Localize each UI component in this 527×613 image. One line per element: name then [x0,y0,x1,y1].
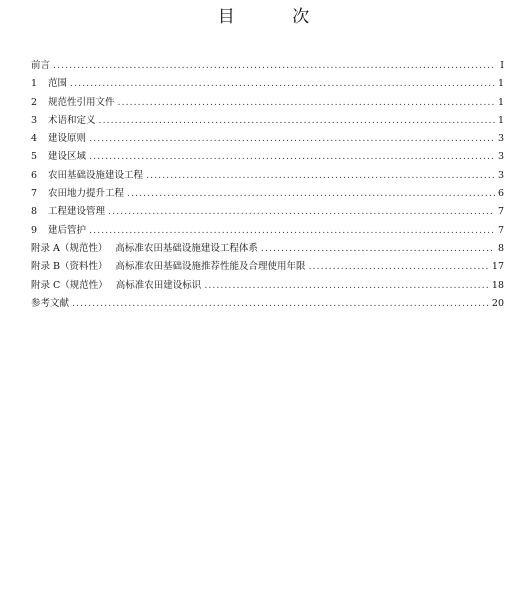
toc-appendix-label: 附录 B（资料性） [31,261,108,273]
toc-entry-page: 3 [497,151,504,163]
toc-entry-label: 农田地力提升工程 [48,188,125,200]
toc-appendix-label: 附录 C（规范性） [31,279,108,291]
toc-entry-page: 1 [497,96,504,108]
toc-entry-label: 农田基础设施建设工程 [48,169,144,181]
toc-entry-number: 2 [31,96,38,108]
toc-entry-3[interactable] [31,112,504,130]
toc-entry-page: 1 [497,114,504,126]
toc-entry-label: 建后管护 [48,224,87,236]
toc-leader-dots [146,167,495,185]
toc-entry-8[interactable] [31,203,504,221]
toc-title: 目 次 [217,7,336,27]
toc-list [31,57,504,313]
toc-entry-page: 8 [497,242,504,254]
toc-entry-1[interactable] [31,75,504,93]
toc-entry-label: 规范性引用文件 [48,96,115,108]
toc-entry-page: I [500,60,504,71]
toc-leader-dots [309,258,489,276]
toc-entry-number: 7 [31,188,38,200]
toc-entry-number: 6 [31,169,38,181]
toc-entry-label: 范围 [48,78,68,90]
toc-entry-page: 17 [491,261,504,273]
toc-leader-dots [70,75,495,93]
toc-entry-9[interactable] [31,222,504,240]
toc-entry-label: 工程建设管理 [48,206,106,218]
toc-entry-number: 4 [31,133,38,145]
toc-entry-number: 8 [31,206,38,218]
toc-appendix-title: 高标准农田基础设施建设工程体系 [115,242,258,254]
toc-entry-references[interactable] [31,295,504,313]
toc-entry-number: 9 [31,224,38,236]
toc-entry-appendix-c[interactable] [31,277,504,295]
toc-leader-dots [53,57,495,75]
toc-entry-5[interactable] [31,148,504,166]
toc-entry-page: 7 [497,206,504,218]
toc-leader-dots [89,148,495,166]
toc-entry-label: 前言 [31,60,51,71]
toc-entry-number: 5 [31,151,38,163]
toc-entry-foreword[interactable] [31,57,504,75]
toc-entry-2[interactable] [31,94,504,112]
toc-entry-appendix-a[interactable] [31,240,504,258]
toc-entry-page: 7 [497,224,504,236]
toc-entry-label: 建设区域 [48,151,87,163]
toc-entry-number: 3 [31,114,38,126]
toc-leader-dots [108,203,495,221]
toc-entry-label: 建设原则 [48,133,87,145]
toc-entry-page: 6 [497,188,504,200]
toc-leader-dots [99,112,495,130]
toc-entry-page: 20 [491,297,504,309]
toc-leader-dots [261,240,495,258]
toc-appendix-title: 高标准农田基础设施推荐性能及合理使用年限 [115,261,306,273]
toc-entry-number: 1 [31,78,38,90]
toc-entry-page: 18 [491,279,504,291]
toc-entry-7[interactable] [31,185,504,203]
toc-leader-dots [127,185,495,203]
toc-leader-dots [89,130,495,148]
toc-entry-label: 术语和定义 [48,114,96,126]
toc-entry-6[interactable] [31,167,504,185]
toc-entry-4[interactable] [31,130,504,148]
toc-leader-dots [118,94,495,112]
toc-appendix-label: 附录 A（规范性） [31,242,108,254]
toc-leader-dots [204,277,489,295]
toc-leader-dots [89,222,495,240]
toc-leader-dots [72,295,489,313]
toc-appendix-title: 高标准农田建设标识 [115,279,202,291]
toc-entry-label: 参考文献 [31,297,70,309]
toc-entry-appendix-b[interactable] [31,258,504,276]
toc-entry-page: 3 [497,133,504,145]
toc-entry-page: 1 [497,78,504,90]
toc-entry-page: 3 [497,169,504,181]
